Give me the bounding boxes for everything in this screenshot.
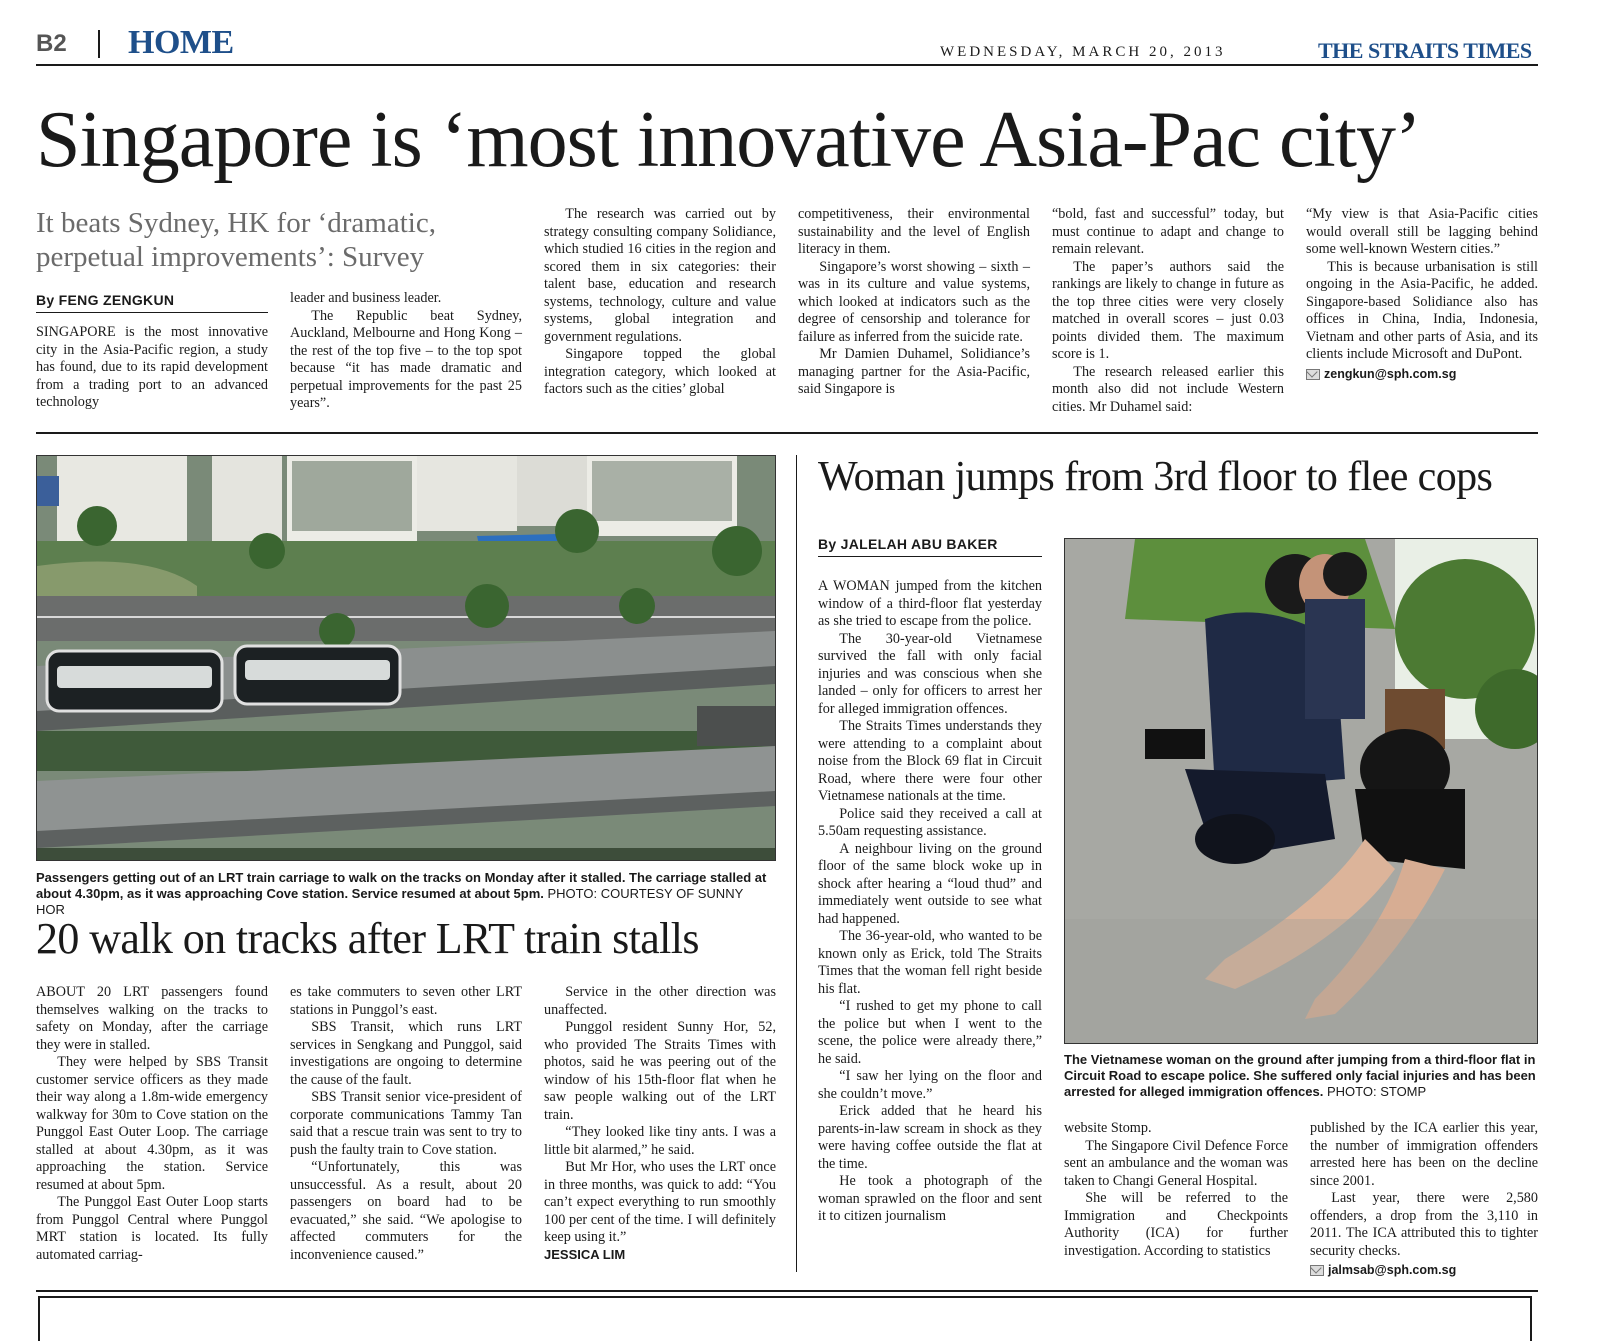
- paragraph: The research released earlier this month also did not include Western cities. Mr Duhamel said:: [1052, 363, 1284, 415]
- byline-rule: [818, 556, 1042, 557]
- photo-credit: PHOTO: STOMP: [1326, 1084, 1427, 1099]
- paragraph: “I rushed to get my phone to call the police but when I went to the scene, the police were already there,” he said.: [818, 998, 1042, 1067]
- paragraph: The Republic beat Sydney, Auckland, Melbourne and Hong Kong – the rest of the top five – to the top spot because “it has made dramatic and perpetual improvements for the past 25 years”.: [290, 307, 522, 411]
- lrt-photo: [36, 455, 776, 861]
- photo-credit: PHOTO: COURTESY OF SUNNY HOR: [36, 886, 744, 917]
- paragraph: competitiveness, their environmental sustainability and the level of English literacy in them.: [798, 206, 1030, 257]
- paragraph: The paper’s authors said the rankings are likely to change in future as the top three cities were very closely matched in overall scores – just 0.03 points divided them. The maximum score is 1.: [1052, 258, 1284, 362]
- paragraph: SBS Transit senior vice-president of corporate communications Tammy Tan said that a rescue train was sent to try to push the faulty train to Cove station.: [290, 1089, 522, 1158]
- paragraph: The research was carried out by strategy consulting company Solidiance, which studied 16 cities in the region and scored them in six categories: their talent base, education and research systems, technology, culture and value systems, global integration and government regulations.: [544, 206, 776, 345]
- paragraph: ABOUT 20 LRT passengers found themselves walking on the tracks to safety on Monday, after the carriage they were in stalled.: [36, 984, 268, 1053]
- paragraph: “bold, fast and successful” today, but must continue to adapt and change to remain relevant.: [1052, 206, 1284, 257]
- woman-column-2: [1064, 1120, 1288, 1260]
- woman-column-3: [1310, 1120, 1538, 1280]
- paragraph: He took a photograph of the woman sprawled on the floor and sent it to citizen journalism: [818, 1173, 1042, 1224]
- woman-column-1: [818, 578, 1042, 1226]
- paragraph: Police said they received a call at 5.50am requesting assistance.: [818, 805, 1042, 839]
- woman-photo: [1064, 538, 1538, 1044]
- section-title: HOME: [128, 24, 234, 61]
- author-email[interactable]: zengkun@sph.com.sg: [1324, 366, 1457, 381]
- paragraph: website Stomp.: [1064, 1120, 1152, 1136]
- paragraph: “I saw her lying on the floor and she couldn’t move.”: [818, 1068, 1042, 1102]
- lead-column-4: [798, 206, 1030, 399]
- lead-deck: It beats Sydney, HK for ‘dramatic, perpetual improvements’: Survey: [36, 207, 436, 273]
- paragraph: Punggol resident Sunny Hor, 52, who provided The Straits Times with photos, said he was peering out of the window of his 15th-floor flat when he saw people walking out of the LRT train.: [544, 1019, 776, 1123]
- caption-text: Passengers getting out of an LRT train carriage to walk on the tracks on Monday after it stalled. The carriage stalled at about 4.30pm, as it was approaching Cove station. Service resumed at about 5pm.: [36, 870, 767, 901]
- woman-byline: By JALELAH ABU BAKER: [818, 536, 998, 552]
- mail-icon: [1310, 1265, 1324, 1276]
- paragraph: SBS Transit, which runs LRT services in Sengkang and Punggol, said investigations are ongoing to determine the cause of the fault.: [290, 1019, 522, 1088]
- paragraph: The Straits Times understands they were attending to a complaint about noise from the Block 69 flat in Circuit Road, where there were four other Vietnamese nationals at the time.: [818, 718, 1042, 804]
- paragraph: published by the ICA earlier this year, the number of immigration offenders arrested here has been on the decline since 2001.: [1310, 1120, 1538, 1189]
- paragraph: A WOMAN jumped from the kitchen window of a third-floor flat yesterday as she tried to escape from the police.: [818, 578, 1042, 629]
- paragraph: Singapore topped the global integration category, which looked at factors such as the cities’ global: [544, 346, 776, 397]
- lead-headline: Singapore is ‘most innovative Asia-Pac city’: [36, 96, 1421, 184]
- paragraph: SINGAPORE is the most innovative city in the Asia-Pacific region, a study has found, due to its rapid development from a trading port to an advanced technology: [36, 324, 268, 410]
- lrt-headline: 20 walk on tracks after LRT train stalls: [36, 914, 699, 963]
- masthead: THE STRAITS TIMES: [1318, 38, 1532, 63]
- advertisement-box: [38, 1296, 1532, 1341]
- paragraph: es take commuters to seven other LRT stations in Punggol’s east.: [290, 984, 522, 1018]
- paragraph: They were helped by SBS Transit customer service officers as they made their way along a 1.8m-wide emergency walkway for 30m to Cove station on the Punggol East Outer Loop. The carriage stalled at about 4.30pm, as it was approaching the station. Service resumed at about 5pm.: [36, 1054, 268, 1193]
- lrt-column-1: [36, 984, 268, 1264]
- page-number: B2: [36, 30, 67, 57]
- reporter-signoff: JESSICA LIM: [544, 1246, 626, 1262]
- section-rule: [36, 432, 1538, 434]
- woman-photo-caption: [1064, 1052, 1538, 1100]
- paragraph: Mr Damien Duhamel, Solidiance’s managing partner for the Asia-Pacific, said Singapore is: [798, 346, 1030, 397]
- paragraph: This is because urbanisation is still ongoing in the Asia-Pacific, he added. Singapore-based Solidiance also has offices in China, India, Indonesia, Vietnam and other parts of Asia, and its clients include Microsoft and DuPont.: [1306, 258, 1538, 362]
- paragraph: The Singapore Civil Defence Force sent an ambulance and the woman was taken to Changi General Hospital.: [1064, 1137, 1288, 1189]
- paragraph: A neighbour living on the ground floor of the same block woke up in shock after hearing a “loud thud” and immediately went outside to see what had happened.: [818, 840, 1042, 927]
- lead-byline: By FENG ZENGKUN: [36, 292, 175, 308]
- mail-icon: [1306, 369, 1320, 380]
- header-rule: [36, 64, 1538, 66]
- paragraph: “They looked like tiny ants. I was a little bit alarmed,” he said.: [544, 1124, 776, 1158]
- paragraph: The 36-year-old, who wanted to be known only as Erick, told The Straits Times that the woman fell right beside his flat.: [818, 928, 1042, 997]
- caption-text: The Vietnamese woman on the ground after jumping from a third-floor flat in Circuit Road to escape police. She suffered only facial injuries and has been arrested for alleged immigration offences.: [1064, 1052, 1536, 1099]
- paragraph: She will be referred to the Immigration and Checkpoints Authority (ICA) for further investigation. According to statistics: [1064, 1190, 1288, 1259]
- author-email-line: [1306, 366, 1538, 384]
- paragraph: “My view is that Asia-Pacific cities would overall still be lagging behind some well-known Western cities.”: [1306, 206, 1538, 257]
- paragraph: “Unfortunately, this was unsuccessful. As a result, about 20 passengers on board had to be evacuated,” she said. “We apologise to affected commuters for the inconvenience caused.”: [290, 1159, 522, 1263]
- paragraph: But Mr Hor, who uses the LRT once in three months, was quick to add: “You can’t expect everything to run smoothly 100 per cent of the time. I will definitely keep using it.”: [544, 1159, 776, 1245]
- paragraph: Erick added that he heard his parents-in-law scream in shock as they were having coffee outside the flat at the time.: [818, 1103, 1042, 1172]
- paragraph: Singapore’s worst showing – sixth – was in its culture and value systems, which looked at indicators such as the degree of censorship and tolerance for failure as inferred from the suicide rate.: [798, 258, 1030, 345]
- paragraph: Last year, there were 2,580 offenders, a drop from the 3,110 in 2011. The ICA attributed this to tighter security checks.: [1310, 1190, 1538, 1259]
- lead-column-2: [290, 290, 522, 413]
- header-divider: [98, 30, 100, 58]
- paragraph: The Punggol East Outer Loop starts from Punggol Central where Punggol MRT station is located. Its fully automated carriag-: [36, 1194, 268, 1263]
- author-email[interactable]: jalmsab@sph.com.sg: [1328, 1263, 1457, 1277]
- lead-column-5: [1052, 206, 1284, 416]
- lead-column-3: [544, 206, 776, 399]
- paragraph: The 30-year-old Vietnamese survived the fall with only facial injuries and was conscious when she landed – only for officers to arrest her for alleged immigration offences.: [818, 630, 1042, 717]
- bottom-rule: [36, 1290, 1538, 1292]
- lead-column-1: [36, 324, 268, 412]
- woman-headline: Woman jumps from 3rd floor to flee cops: [818, 454, 1493, 500]
- lead-column-6: [1306, 206, 1538, 383]
- byline-rule: [36, 312, 268, 313]
- author-email-line: [1310, 1262, 1538, 1280]
- lrt-column-3: [544, 984, 776, 1262]
- paragraph: leader and business leader.: [290, 290, 442, 306]
- column-divider: [796, 455, 797, 1272]
- issue-date: WEDNESDAY, MARCH 20, 2013: [940, 44, 1226, 60]
- lrt-photo-caption: [36, 870, 774, 918]
- paragraph: Service in the other direction was unaffected.: [544, 984, 776, 1018]
- lrt-column-2: [290, 984, 522, 1264]
